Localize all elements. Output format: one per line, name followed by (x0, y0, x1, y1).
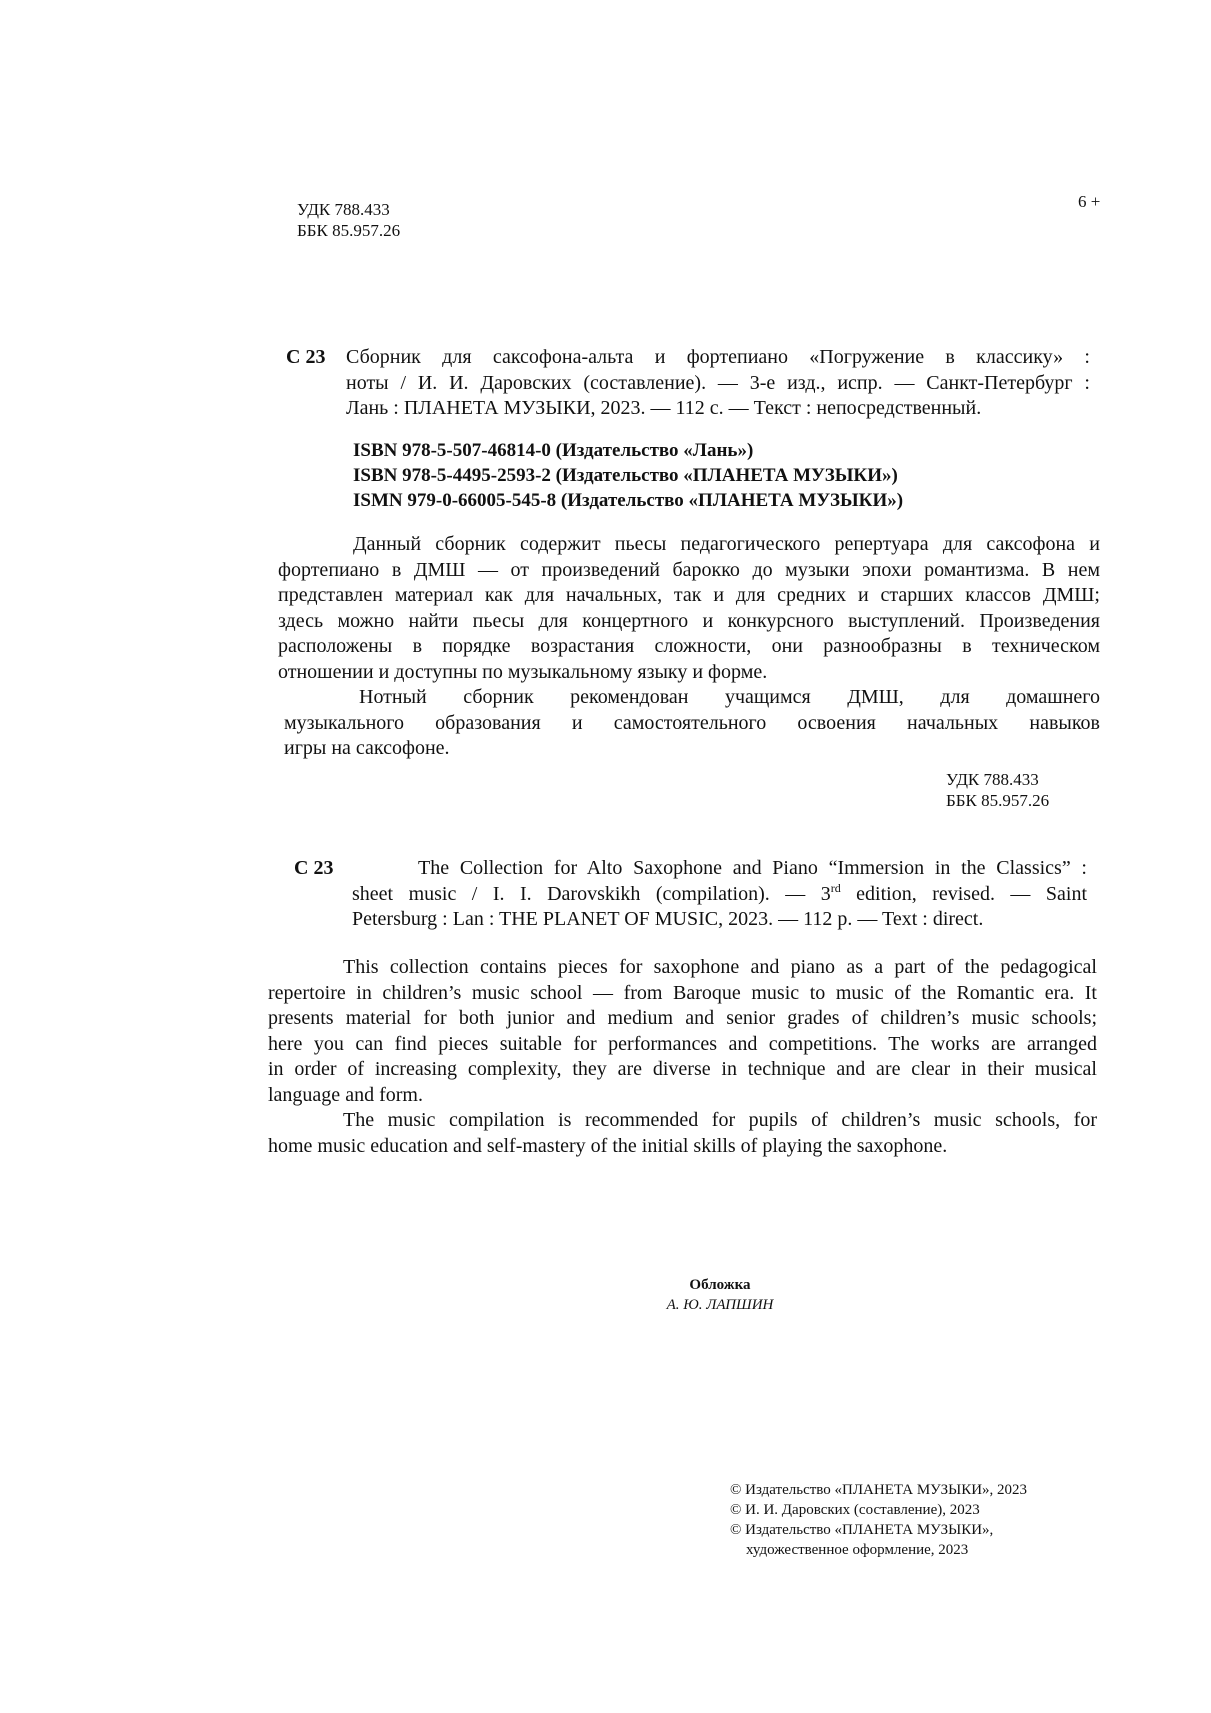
en-abstract-p2 (268, 1108, 1097, 1159)
mid-udk: УДК 788.433 (946, 770, 1039, 789)
ru-abstract-p1 (278, 532, 1100, 685)
header-codes (297, 199, 400, 241)
en-entry-ordinal-sup: rd (830, 880, 841, 895)
copyright-line: © Издательство «ПЛАНЕТА МУЗЫКИ», (730, 1522, 994, 1538)
mid-codes (946, 769, 1049, 811)
en-entry-line-2-a: sheet music / I. I. Darovskikh (compilation). — 3 (352, 882, 831, 905)
ru-abstract-line: расположены в порядке возрастания сложности, они разнообразны в техническом (278, 635, 1100, 657)
header-bbk: ББК 85.957.26 (297, 221, 401, 240)
cover-label: Обложка (689, 1277, 751, 1293)
isbn-list (353, 438, 903, 513)
age-rating: 6 + (1078, 192, 1101, 211)
isbn-line: ISBN 978-5-507-46814-0 (Издательство «Лань») (353, 440, 754, 461)
copyright-line: © Издательство «ПЛАНЕТА МУЗЫКИ», 2023 (730, 1482, 1028, 1498)
ru-entry-line-2: ноты / И. И. Даровских (составление). — 3-е изд., испр. — Санкт-Петербург : (346, 371, 1090, 394)
en-abstract-line: The music compilation is recommended for pupils of children’s music schools, for (343, 1109, 1097, 1131)
en-entry-code: С 23 (294, 857, 334, 879)
en-abstract-line: home music education and self-mastery of the initial skills of playing the saxophone. (268, 1134, 948, 1157)
ru-abstract-line: отношении и доступны по музыкальному языку и форме. (278, 660, 768, 683)
copyright-block (730, 1480, 1027, 1560)
en-abstract-line: repertoire in children’s music school — from Baroque music to music of the Romantic era. It (268, 981, 1097, 1004)
ru-entry-code: С 23 (286, 346, 326, 368)
header-udk: УДК 788.433 (297, 200, 390, 219)
ru-entry-line-3: Лань : ПЛАНЕТА МУЗЫКИ, 2023. — 112 с. — Текст : непосредственный. (346, 397, 982, 419)
ru-entry-continuation (346, 371, 1090, 422)
en-entry-line-1: The Collection for Alto Saxophone and Piano “Immersion in the Classics” : (418, 857, 1087, 879)
ru-entry-description (346, 345, 1090, 371)
isbn-line: ISBN 978-5-4495-2593-2 (Издательство «ПЛАНЕТА МУЗЫКИ») (353, 465, 898, 486)
copyright-line: © И. И. Даровских (составление), 2023 (730, 1502, 980, 1518)
ru-abstract-line: представлен материал как для начальных, так и для средних и старших классов ДМШ; (278, 584, 1100, 606)
en-abstract-line: here you can find pieces suitable for performances and competitions. The works are arranged (268, 1032, 1097, 1055)
ru-abstract-line: фортепиано в ДМШ — от произведений барокко до музыки эпохи романтизма. В нем (278, 558, 1100, 581)
en-entry-description (418, 856, 1087, 882)
ru-abstract-line: Нотный сборник рекомендован учащимся ДМШ, для домашнего (359, 686, 1100, 708)
cover-credit (580, 1275, 860, 1315)
ru-abstract-p2 (284, 685, 1100, 762)
ru-abstract-line: Данный сборник содержит пьесы педагогического репертуара для саксофона и (353, 533, 1100, 555)
en-abstract-line: in order of increasing complexity, they are diverse in technique and are clear in their musical (268, 1058, 1097, 1080)
ru-abstract-line: здесь можно найти пьесы для концертного и конкурсного выступлений. Произведения (278, 609, 1100, 632)
en-abstract-p1 (268, 955, 1097, 1108)
ru-abstract-line: музыкального образования и самостоятельного освоения начальных навыков (284, 711, 1100, 734)
en-abstract-line: presents material for both junior and medium and senior grades of children’s music schools; (268, 1007, 1097, 1029)
en-entry-continuation (352, 882, 1087, 933)
ru-abstract-line: игры на саксофоне. (284, 737, 450, 759)
ru-entry-line-1: Сборник для саксофона-альта и фортепиано «Погружение в классику» : (346, 346, 1090, 368)
mid-bbk: ББК 85.957.26 (946, 791, 1050, 810)
en-entry-line-2-b: edition, revised. — Saint (840, 882, 1088, 905)
cover-artist: А. Ю. ЛАПШИН (666, 1297, 774, 1313)
en-entry-line-2 (352, 882, 1087, 908)
en-abstract-line: This collection contains pieces for saxophone and piano as a part of the pedagogical (343, 956, 1097, 978)
en-entry-line-3: Petersburg : Lan : THE PLANET OF MUSIC, 2023. — 112 p. — Text : direct. (352, 908, 984, 930)
ismn-line: ISMN 979-0-66005-545-8 (Издательство «ПЛАНЕТА МУЗЫКИ») (353, 490, 904, 511)
en-abstract-line: language and form. (268, 1083, 423, 1106)
copyright-line: художественное оформление, 2023 (746, 1542, 969, 1558)
